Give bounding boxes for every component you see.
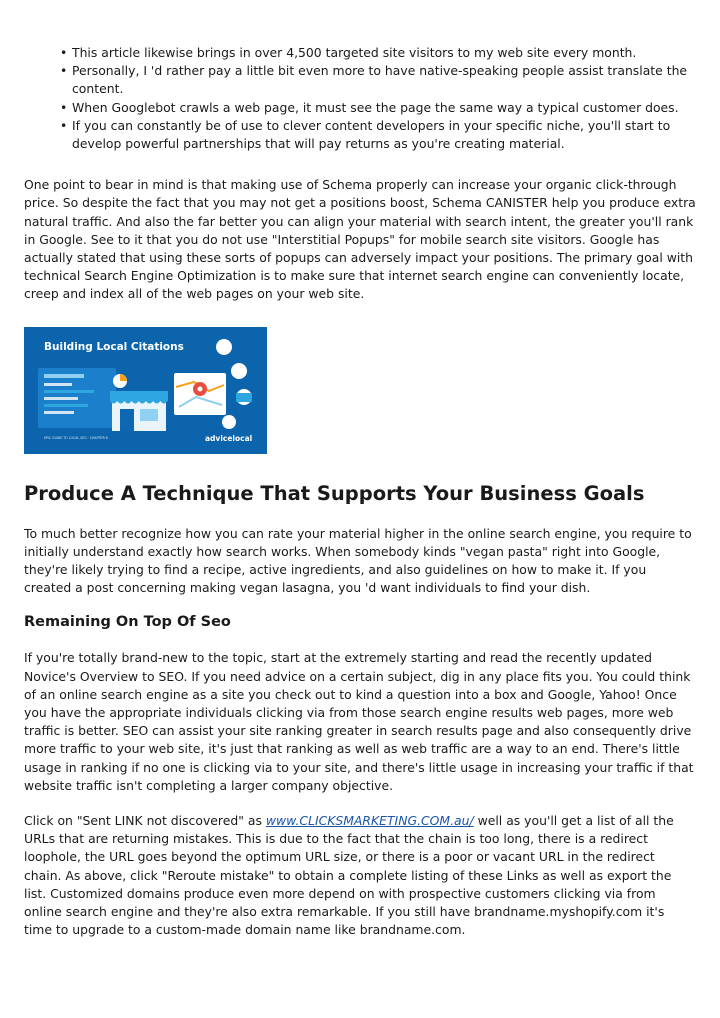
advicelocal-logo: advicelocal [205,433,253,443]
subsection-heading: Remaining On Top Of Seo [24,614,231,631]
list-item: • When Googlebot crawls a web page, it must see the page the same way a typical customer does. [61,99,696,117]
list-item: • This article likewise brings in over 4,500 targeted site visitors to my web site every month. [61,44,696,62]
figure-title: Building Local Citations [44,340,184,353]
paragraph: One point to bear in mind is that making use of Schema properly can increase your organic click-through price. So despite the fact that you may not get a positions boost, Schema CANISTER help you produce extra natural traffic. And also the far better you can align your material with search intent, the greater you'll rank in Google. See to it that you do not use "Interstitial Popups" for mobile search site visitors. Google has actually stated that using these sorts of popups can adversely impact your positions. The primary goal with technical Search Engine Optimization is to make sure that internet search engine can conveniently locate, creep and index all of the web pages on your web site. [24,177,696,302]
paragraph: If you're totally brand-new to the topic, start at the extremely starting and read the recently updated Novice's Overview to SEO. If you need advice on a certain subject, dig in any place fits you. You could think of an online search engine as a site you check out to kind a question into a box and Google, Yahoo! Once you have the appropriate individuals clicking via from those search engine results web pages, more web traffic is better. SEO can assist your site ranking greater in search results page and also consequently drive more traffic to your web site, it's just that ranking as well as web traffic are a way to an end. There's little usage in ranking if no one is clicking via to your site, and there's little usage in increasing your traffic if that website traffic isn't completing a larger company objective. [24,650,694,793]
illustration [24,327,267,454]
article [24,44,696,940]
clicksmarketing-link[interactable]: www.CLICKSMARKETING.COM.au/ [265,813,474,829]
paragraph-text: Click on "Sent LINK not discovered" as [24,813,266,829]
figure-caption: EPIC GUIDE TO LOCAL SEO · CHAPTER 6 [44,435,108,440]
paragraph [24,812,696,939]
list-item: • If you can constantly be of use to clever content developers in your specific niche, you'll start to develop powerful partnerships that will pay returns as you're creating material. [61,117,696,153]
paragraph-text: well as you'll get a list of all the URLs that are returning mistakes. This is due to the fact that the chain is too long, there is a redirect loophole, the URL goes beyond the optimum URL size, or there is a poor or vacant URL in the redirect chain. As above, click "Reroute mistake" to obtain a complete listing of these Links as well as export the list. Customized domains produce even more depend on with prospective customers clicking via from online search engine and they're also extra remarkable. If you still have brandname.myshopify.com it's time to upgrade to a custom-made domain name like brandname.com. [24,813,674,938]
building-local-citations-image [24,327,267,454]
paragraph: To much better recognize how you can rate your material higher in the online search engine, you require to initially understand exactly how search works. When somebody kinds "vegan pasta" right into Google, they're likely trying to find a recipe, active ingredients, and also guidelines on how to make it. If you created a post concerning making vegan lasagna, you 'd want individuals to find your dish. [24,525,692,596]
bullet-list [24,44,696,153]
list-item: • Personally, I 'd rather pay a little bit even more to have native-speaking people assist translate the content. [61,62,696,98]
section-heading: Produce A Technique That Supports Your Business Goals [24,481,645,505]
